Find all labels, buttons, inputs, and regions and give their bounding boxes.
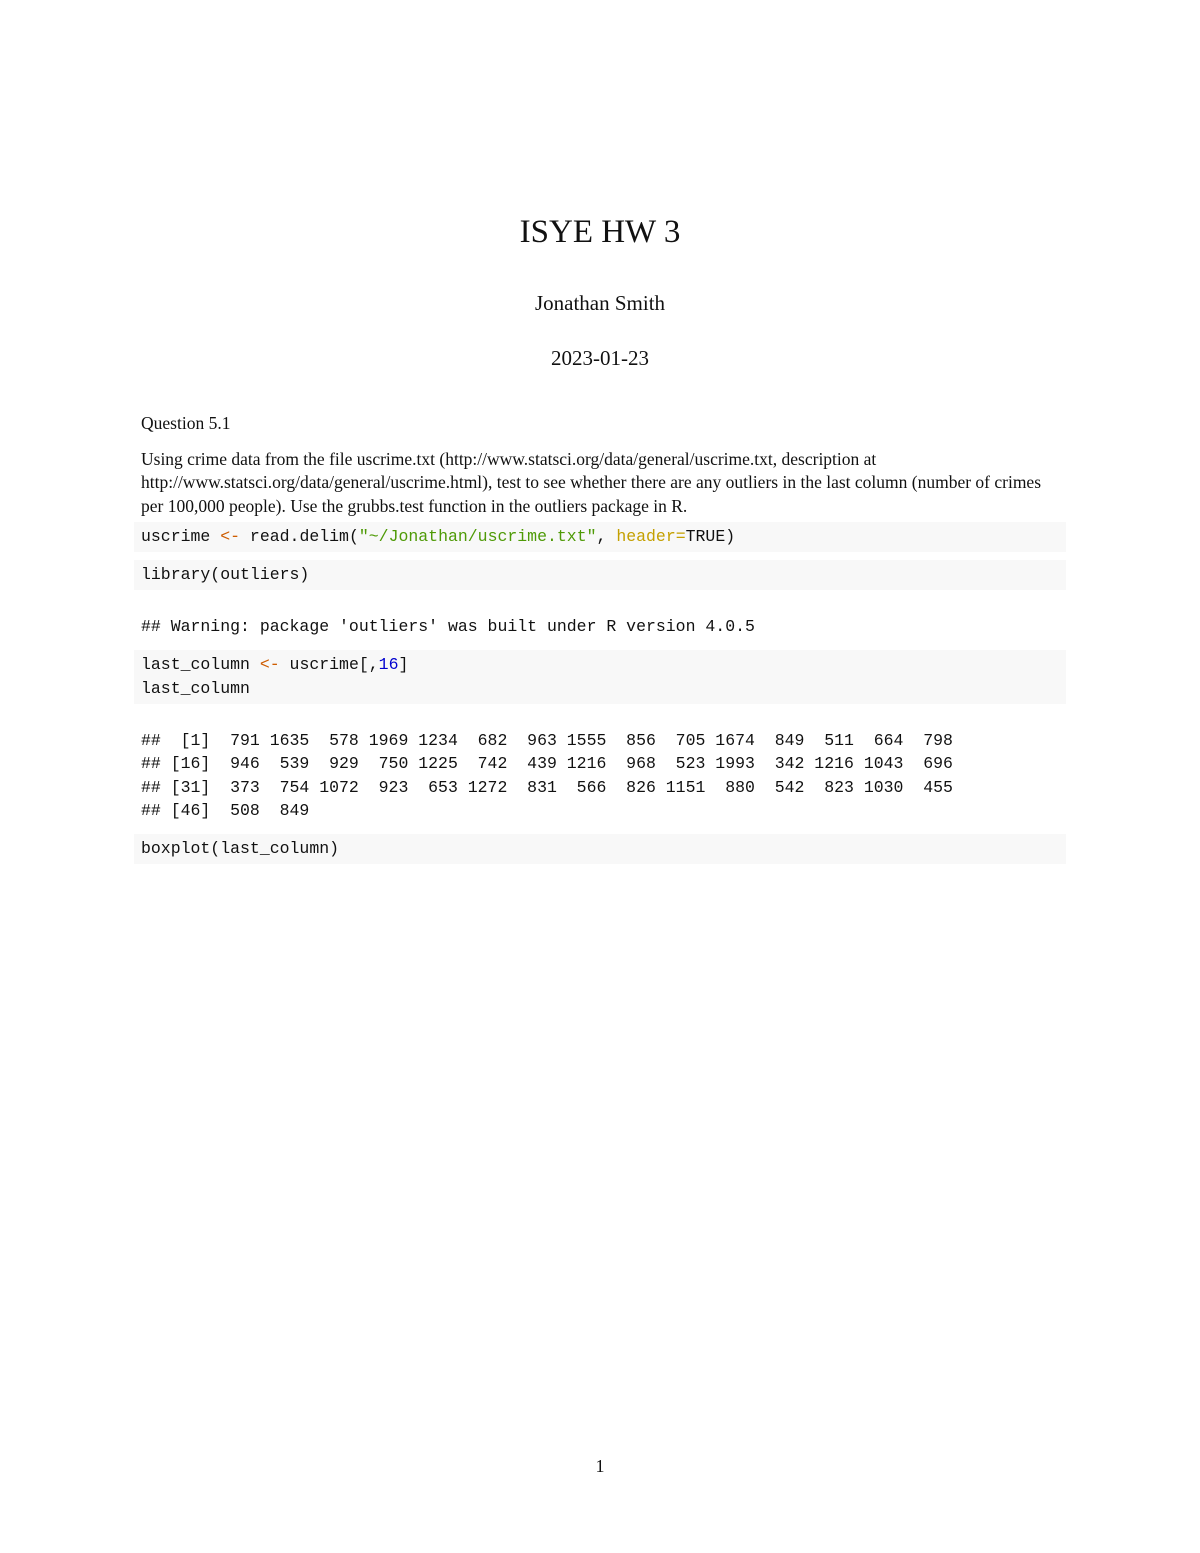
document-title: ISYE HW 3 xyxy=(519,214,681,250)
code-chunk-boxplot: boxplot(last_column) xyxy=(134,834,1066,864)
output-line: ## [46] 508 849 xyxy=(141,801,310,820)
document-author: Jonathan Smith xyxy=(534,291,666,315)
code-number: 16 xyxy=(378,654,399,674)
code-assign-operator: <- xyxy=(220,527,241,546)
code-var: uscrime xyxy=(141,527,221,546)
output-line: ## [16] 946 539 929 750 1225 742 439 1216 968 523 1993 342 1216 1043 696 xyxy=(141,754,953,773)
console-output xyxy=(134,726,1066,826)
code-line xyxy=(141,653,1059,677)
document-date: 2023-01-23 xyxy=(551,346,649,370)
spacer xyxy=(134,598,1066,612)
question-text: Using crime data from the file uscrime.txt (http://www.statsci.org/data/general/uscrime.txt, description at http://www.statsci.org/data/general/uscrime.html), test to see whether there are any outliers in the last column (number of crimes per 100,000 people). Use the grubbs.test function in the outliers package in R. xyxy=(141,448,1042,516)
code-var: last_column xyxy=(141,654,260,674)
document-body xyxy=(134,412,1066,872)
code-chunk-read-data xyxy=(134,522,1066,552)
code-line: last_column xyxy=(141,678,250,698)
code-arg-name: header= xyxy=(616,527,686,546)
code-chunk-library: library(outliers) xyxy=(134,560,1066,590)
code-string: "~/Jonathan/uscrime.txt" xyxy=(358,527,597,546)
question-heading: Question 5.1 xyxy=(141,413,231,433)
code-assign-operator: <- xyxy=(259,654,280,674)
warning-output: ## Warning: package 'outliers' was built under R version 4.0.5 xyxy=(141,617,755,636)
code-chunk-last-column xyxy=(134,650,1066,704)
code-call: uscrime[, xyxy=(279,654,379,674)
spacer xyxy=(134,712,1066,726)
code-arg-value: TRUE) xyxy=(685,527,736,546)
output-line: ## [31] 373 754 1072 923 653 1272 831 566 826 1151 880 542 823 1030 455 xyxy=(141,777,953,797)
code-call: read.delim( xyxy=(240,527,359,546)
page-number: 1 xyxy=(595,1456,605,1476)
code-bracket: ] xyxy=(398,654,409,674)
code-separator: , xyxy=(596,527,617,546)
output-line: ## [1] 791 1635 578 1969 1234 682 963 1555 856 705 1674 849 511 664 798 xyxy=(141,730,953,750)
